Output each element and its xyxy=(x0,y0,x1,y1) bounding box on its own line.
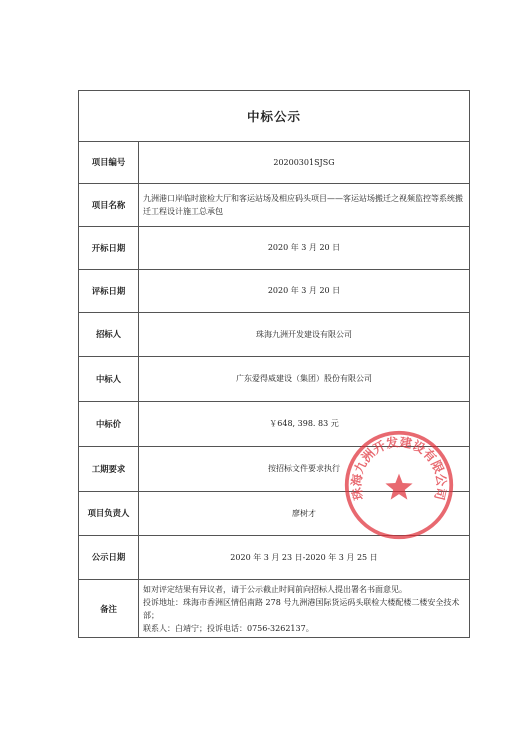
table-row xyxy=(79,269,469,312)
remarks-value xyxy=(139,579,470,638)
seal-text: 珠海九洲开发建设有限公司 xyxy=(349,435,449,502)
remarks-line-contact: 联系人：白靖宁；投诉电话：0756-3262137。 xyxy=(143,623,314,633)
notice-date-label: 公示日期 xyxy=(79,535,139,579)
tenderer-value: 珠海九洲开发建设有限公司 xyxy=(139,312,470,356)
bid-notice-sheet xyxy=(78,90,470,638)
tenderer-label: 招标人 xyxy=(79,312,139,356)
winner-label: 中标人 xyxy=(79,356,139,401)
manager-value: 廖树才 xyxy=(139,491,470,535)
duration-label: 工期要求 xyxy=(79,446,139,491)
remarks-line-objection: 如对评定结果有异议者，请于公示截止时间前向招标人提出署名书面意见。 xyxy=(143,584,407,594)
table-row xyxy=(79,226,469,269)
notice-table xyxy=(79,142,469,638)
company-seal-stamp xyxy=(342,428,456,542)
remarks-line-address: 投诉地址：珠海市香洲区情侣南路 278 号九洲港国际货运码头联检大楼配楼二楼安全技术部； xyxy=(143,597,460,620)
table-row xyxy=(79,356,469,401)
project-no-value: 20200301SJSG xyxy=(273,157,335,167)
price-label: 中标价 xyxy=(79,401,139,446)
bid-eval-date-label: 评标日期 xyxy=(79,269,139,312)
bid-open-date-value: 2020 年 3 月 20 日 xyxy=(139,226,470,269)
table-row xyxy=(79,142,469,183)
remarks-label: 备注 xyxy=(79,579,139,638)
project-no-label: 项目编号 xyxy=(79,142,139,183)
bid-eval-date-value: 2020 年 3 月 20 日 xyxy=(139,269,470,312)
notice-date-value: 2020 年 3 月 23 日-2020 年 3 月 25 日 xyxy=(139,535,470,579)
duration-value: 按招标文件要求执行 xyxy=(139,446,470,491)
project-name-label: 项目名称 xyxy=(79,183,139,226)
table-row xyxy=(79,312,469,356)
manager-label: 项目负责人 xyxy=(79,491,139,535)
table-row xyxy=(79,183,469,226)
bid-open-date-label: 开标日期 xyxy=(79,226,139,269)
seal-star-icon xyxy=(385,474,412,500)
price-value: ￥648, 398. 83 元 xyxy=(139,401,470,446)
project-name-value: 九洲港口岸临时旅检大厅和客运站场及相应码头项目——客运站场搬迁之视频监控等系统搬迁工程设计施工总承包 xyxy=(139,183,470,226)
winner-value: 广东爱得威建设（集团）股份有限公司 xyxy=(139,356,470,401)
table-row xyxy=(79,579,469,638)
notice-title: 中标公示 xyxy=(79,91,469,142)
